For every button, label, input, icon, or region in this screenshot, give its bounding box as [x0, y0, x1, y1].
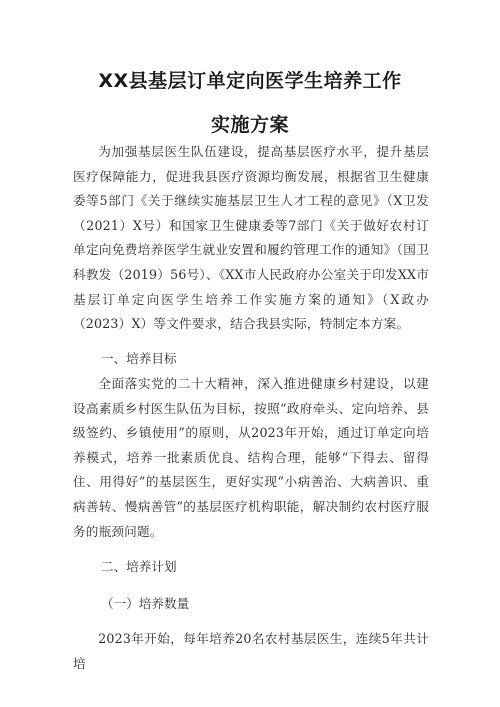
section-heading-training-plan: 二、培养计划 — [101, 559, 177, 574]
subsection-heading-training-quantity: （一）培养数量 — [101, 596, 190, 611]
document-title-line-1: XX县基层订单定向医学生培养工作 — [98, 70, 402, 92]
intro-paragraph: 为加强基层医生队伍建设，提高基层医疗水平，提升基层医疗保障能力，促进我县医疗资源均衡发展，根据省卫生健康委等5部门《关于继续实施基层卫生人才工程的意见》（X卫发（2021）X号）和国家卫生健康委等7部门《关于做好农村订单定向免费培养医学生就业安置和履约管理工作的通知》（国卫科教发（2019）56号）、《XX市人民政府办公室关于印发XX市基层订单定向医学生培养工作实施方案的通知》（X政办（2023）X）等文件要求，结合我县实际，特制定本方案。 — [73, 144, 429, 332]
section-heading-training-goals: 一、培养目标 — [101, 351, 177, 366]
document-title-line-2: 实施方案 — [210, 114, 289, 136]
training-quantity-paragraph: 2023年开始，每年培养20名农村基层医生，连续5年共计培 — [73, 631, 429, 671]
training-goals-paragraph: 全面落实党的二十大精神，深入推进健康乡村建设，以建设高素质乡村医生队伍为目标，按照“政府牵头、定向培养、县级签约、乡镇使用”的原则，从2023年开始，通过订单定向培养模式，培养一批素质优良、结构合理，能够“下得去、留得住、用得好”的基层医生，更好实现“小病善治、大病善识、重病善转、慢病善管”的基层医疗机构职能，解决制约农村医疗服务的瓶颈问题。 — [73, 376, 429, 539]
